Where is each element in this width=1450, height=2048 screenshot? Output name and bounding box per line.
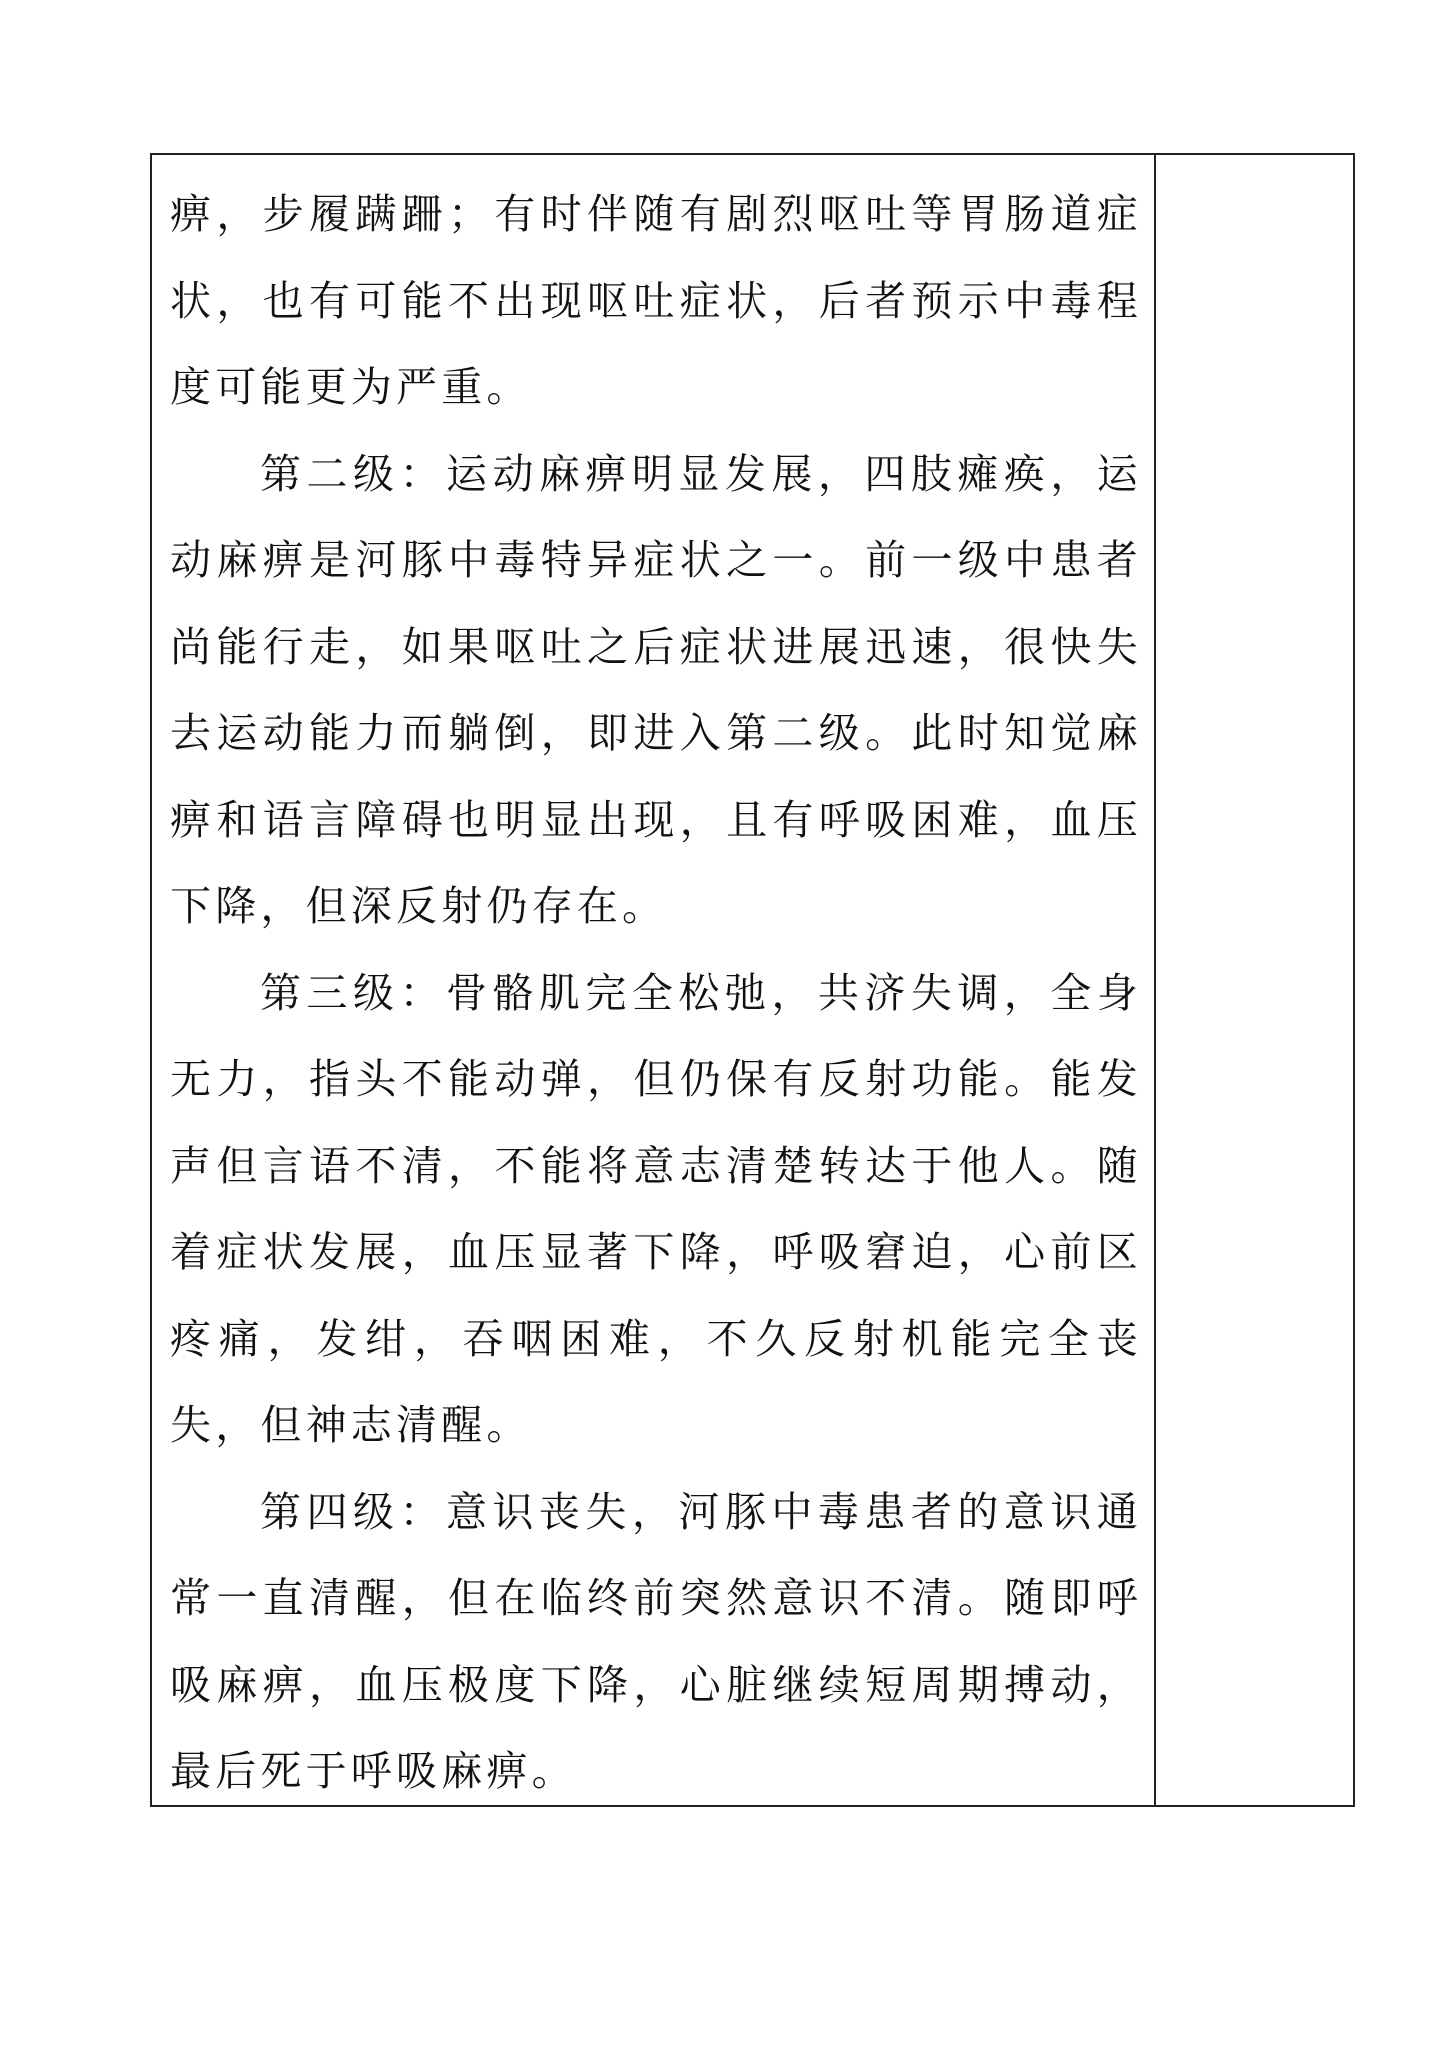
paragraph-level-four: 第四级：意识丧失，河豚中毒患者的意识通常一直清醒，但在临终前突然意识不清。随即呼吸麻痹，血压极度下降，心脏继续短周期搏动，最后死于呼吸麻痹。 [170, 1487, 1142, 1795]
side-empty-cell [1158, 155, 1353, 1805]
main-text-cell [170, 171, 1142, 1815]
paragraph-level-two: 第二级：运动麻痹明显发展，四肢瘫痪，运动麻痹是河豚中毒特异症状之一。前一级中患者尚能行走，如果呕吐之后症状进展迅速，很快失去运动能力而躺倒，即进入第二级。此时知觉麻痹和语言障碍也明显出现，且有呼吸困难，血压下降，但深反射仍存在。 [170, 449, 1142, 930]
paragraph-continuation: 痹，步履蹒跚；有时伴随有剧烈呕吐等胃肠道症状，也有可能不出现呕吐症状，后者预示中毒程度可能更为严重。 [170, 190, 1142, 411]
content-table [150, 153, 1355, 1807]
paragraph-level-three: 第三级：骨骼肌完全松弛，共济失调，全身无力，指头不能动弹，但仍保有反射功能。能发声但言语不清，不能将意志清楚转达于他人。随着症状发展，血压显著下降，呼吸窘迫，心前区疼痛，发绀，吞咽困难，不久反射机能完全丧失，但神志清醒。 [170, 968, 1142, 1449]
column-divider [1154, 155, 1156, 1805]
